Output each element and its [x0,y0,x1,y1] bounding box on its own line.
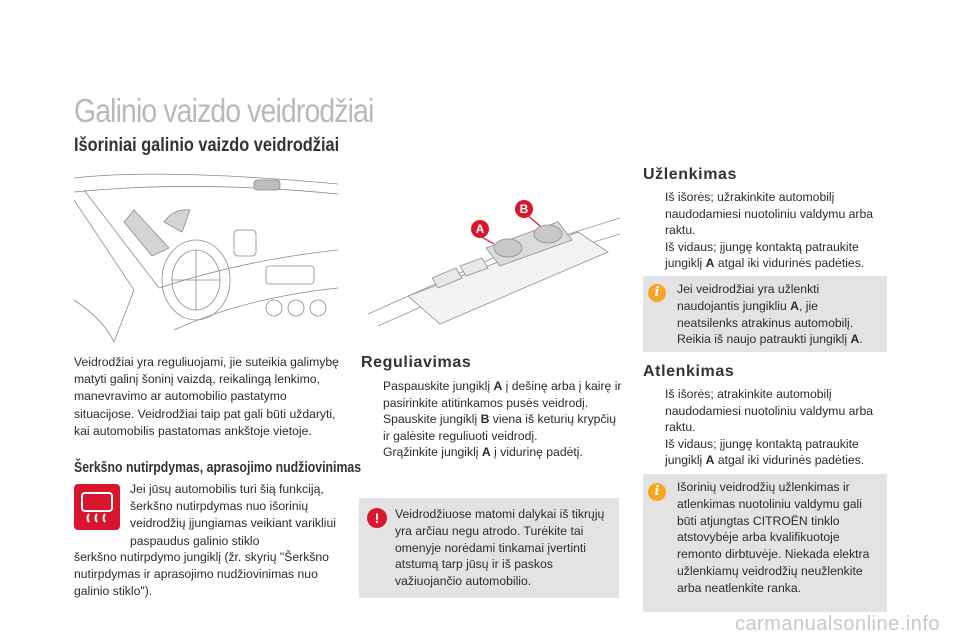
intro-paragraph: Veidrodžiai yra reguliuojami, jie suteikia galimybę matyti galinį šoninį vaizdą, reikalingą lenkimo, manevravimo ar automobilio pastatymo situacijose. Veidrodžiai taip pat gali būti uždaryti, kai automobilis pastatomas ankštoje vietoje. [74,355,339,438]
list-item: Grąžinkite jungiklį A į vidurinę padėtį. [383,445,583,460]
defrost-heading: Šerkšno nutirpdymas, aprasojimo nudžiovinimas [74,459,362,476]
rear-defrost-icon [74,484,120,530]
switch-diagram [358,196,620,344]
interior-illustration [74,170,338,342]
list-item: Iš vidaus; įjungę kontaktą patraukite jungiklį A atgal iki vidurinės padėties. [665,436,865,468]
fold-list [643,189,888,272]
warning-text: Veidrodžiuose matomi dalykai iš tikrųjų yra arčiau negu atrodo. Turėkite tai omenyje norėdami tinkamai įvertinti atstumą tarp jūsų ir iš paskos važiuojančio automobilio. [395,507,605,589]
list-item: Paspauskite jungiklį A į dešinę arba į kairę ir pasirinkite atitinkamos pusės veidrodį. [383,379,622,410]
fold-info-box [643,276,887,352]
label-a: A [471,220,489,238]
warning-box [359,498,619,598]
adjust-heading: Reguliavimas [361,354,472,371]
label-b: B [515,200,533,218]
warning-icon: ! [367,508,387,528]
info-icon: i [648,284,666,302]
unfold-heading: Atlenkimas [643,363,735,380]
watermark: carmanualsonline.info [734,613,940,635]
list-item: Iš išorės; užrakinkite automobilį naudodamiesi nuotoliniu valdymu arba raktu. [665,190,873,238]
unfold-info-text: Išorinių veidrodžių užlenkimas ir atlenkimas nuotoliniu valdymu gali būti atjungtas CITROËN tinklo atstovybėje arba kvalifikuotoje remonto dirbtuvėje. Niekada elektra užlenkiamų veidrodžių neužlenkite arba neatlenkite ranka. [677,480,870,595]
unfold-info-box [643,474,887,612]
defrost-text-side: Jei jūsų automobilis turi šią funkciją, šerkšno nutirpdymas nuo išorinių veidrodžių įjungiamas veikiant varikliui paspaudus galinio stiklo [130,482,336,548]
list-item: Spauskite jungiklį B viena iš keturių krypčių ir galėsite reguliuoti veidrodį. [383,412,617,443]
list-item: Iš vidaus; įjungę kontaktą patraukite jungiklį A atgal iki vidurinės padėties. [665,239,865,271]
fold-info-text: Jei veidrodžiai yra užlenkti naudojantis jungikliu A, jie neatsilenks atrakinus automobilį. Reikia iš naujo patraukti jungiklį A. [677,282,863,347]
page-subtitle: Išoriniai galinio vaizdo veidrodžiai [74,135,340,156]
defrost-text-full: šerkšno nutirpdymo jungiklį (žr. skyrių "Šerkšno nutirpdymas ir aprasojimo nudžiovinimas nuo galinio stiklo"). [74,550,329,599]
unfold-list [643,386,888,469]
list-item: Iš išorės; atrakinkite automobilį naudodamiesi nuotoliniu valdymu arba raktu. [665,387,873,435]
page-title: Galinio vaizdo veidrodžiai [74,92,374,129]
info-icon: i [648,483,666,501]
fold-heading: Užlenkimas [643,166,738,183]
adjust-list [361,378,623,461]
